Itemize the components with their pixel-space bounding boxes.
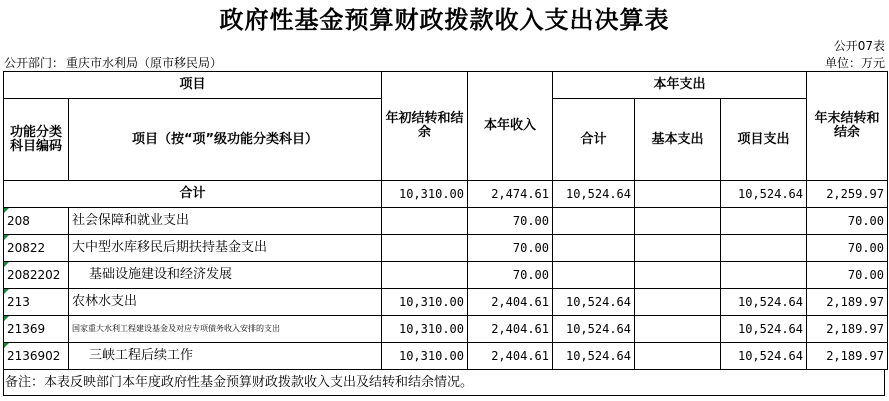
row-basic[interactable] (635, 235, 721, 262)
header-begin-balance[interactable]: 年初结转和结余 (382, 72, 468, 181)
row-project-expense[interactable]: 10,524.64 (721, 289, 807, 316)
table-row (4, 316, 888, 343)
row-project-expense[interactable] (721, 262, 807, 289)
total-begin-balance[interactable]: 10,310.00 (382, 181, 468, 208)
table-row (4, 289, 888, 316)
header-basic[interactable]: 基本支出 (635, 99, 721, 181)
row-code[interactable]: 213 (4, 289, 69, 316)
header-end-balance[interactable]: 年末结转和结余 (807, 72, 888, 181)
row-project-expense[interactable] (721, 208, 807, 235)
footnote[interactable]: 备注：本表反映部门本年度政府性基金预算财政拨款收入支出及结转和结余情况。 (5, 375, 474, 390)
row-income[interactable]: 70.00 (468, 208, 553, 235)
total-basic[interactable] (635, 181, 721, 208)
row-basic[interactable] (635, 262, 721, 289)
row-project-expense[interactable]: 10,524.64 (721, 316, 807, 343)
row-project-expense[interactable] (721, 235, 807, 262)
row-code[interactable]: 208 (4, 208, 69, 235)
row-name[interactable]: 农林水支出 (69, 289, 382, 316)
header-project-expense[interactable]: 项目支出 (721, 99, 807, 181)
row-income[interactable]: 70.00 (468, 262, 553, 289)
department-line (4, 55, 222, 71)
form-number: 公开07表 (833, 39, 885, 53)
department-label: 公开部门： (4, 56, 65, 70)
row-code[interactable]: 20822 (4, 235, 69, 262)
row-basic[interactable] (635, 316, 721, 343)
row-project-expense[interactable]: 10,524.64 (721, 343, 807, 370)
header-income[interactable]: 本年收入 (468, 72, 553, 181)
row-expense[interactable]: 10,524.64 (553, 289, 635, 316)
row-begin-balance[interactable] (382, 208, 468, 235)
row-end-balance[interactable]: 70.00 (807, 262, 888, 289)
row-begin-balance[interactable]: 10,310.00 (382, 343, 468, 370)
row-income[interactable]: 70.00 (468, 235, 553, 262)
row-expense[interactable] (553, 262, 635, 289)
total-end-balance[interactable]: 2,259.97 (807, 181, 888, 208)
total-project-expense[interactable]: 10,524.64 (721, 181, 807, 208)
row-income[interactable]: 2,404.61 (468, 343, 553, 370)
table-row (4, 262, 888, 289)
row-end-balance[interactable]: 2,189.97 (807, 343, 888, 370)
row-code[interactable]: 2136902 (4, 343, 69, 370)
row-name[interactable]: 三峡工程后续工作 (69, 343, 382, 370)
header-code[interactable]: 功能分类科目编码 (4, 99, 69, 181)
table-row (4, 343, 888, 370)
row-begin-balance[interactable] (382, 262, 468, 289)
row-expense[interactable] (553, 235, 635, 262)
row-basic[interactable] (635, 343, 721, 370)
table-row-total (4, 181, 888, 208)
row-begin-balance[interactable] (382, 235, 468, 262)
unit-label: 单位：万元 (824, 56, 885, 70)
row-name[interactable]: 基础设施建设和经济发展 (69, 262, 382, 289)
header-project[interactable]: 项目 (4, 72, 382, 99)
row-end-balance[interactable]: 70.00 (807, 235, 888, 262)
row-begin-balance[interactable]: 10,310.00 (382, 289, 468, 316)
row-code[interactable]: 2082202 (4, 262, 69, 289)
header-expense-group[interactable]: 本年支出 (553, 72, 807, 99)
row-expense[interactable]: 10,524.64 (553, 343, 635, 370)
row-income[interactable]: 2,404.61 (468, 316, 553, 343)
total-expense[interactable]: 10,524.64 (553, 181, 635, 208)
row-basic[interactable] (635, 289, 721, 316)
row-end-balance[interactable]: 2,189.97 (807, 289, 888, 316)
row-end-balance[interactable]: 70.00 (807, 208, 888, 235)
row-name[interactable]: 社会保障和就业支出 (69, 208, 382, 235)
row-name[interactable]: 大中型水库移民后期扶持基金支出 (69, 235, 382, 262)
row-name[interactable]: 国家重大水利工程建设基金及对应专项债务收入安排的支出 (69, 316, 382, 343)
header-name[interactable]: 项目（按“项”级功能分类科目） (69, 99, 382, 181)
row-income[interactable]: 2,404.61 (468, 289, 553, 316)
total-label[interactable]: 合计 (4, 181, 382, 208)
row-end-balance[interactable]: 2,189.97 (807, 316, 888, 343)
row-code[interactable]: 21369 (4, 316, 69, 343)
row-expense[interactable]: 10,524.64 (553, 316, 635, 343)
total-income[interactable]: 2,474.61 (468, 181, 553, 208)
table-row (4, 235, 888, 262)
table-row (4, 208, 888, 235)
page-title: 政府性基金预算财政拨款收入支出决算表 (219, 5, 670, 34)
row-begin-balance[interactable]: 10,310.00 (382, 316, 468, 343)
department-name: 重庆市水利局（原市移民局） (66, 56, 223, 70)
budget-table (3, 71, 888, 370)
row-expense[interactable] (553, 208, 635, 235)
header-expense-total[interactable]: 合计 (553, 99, 635, 181)
row-basic[interactable] (635, 208, 721, 235)
